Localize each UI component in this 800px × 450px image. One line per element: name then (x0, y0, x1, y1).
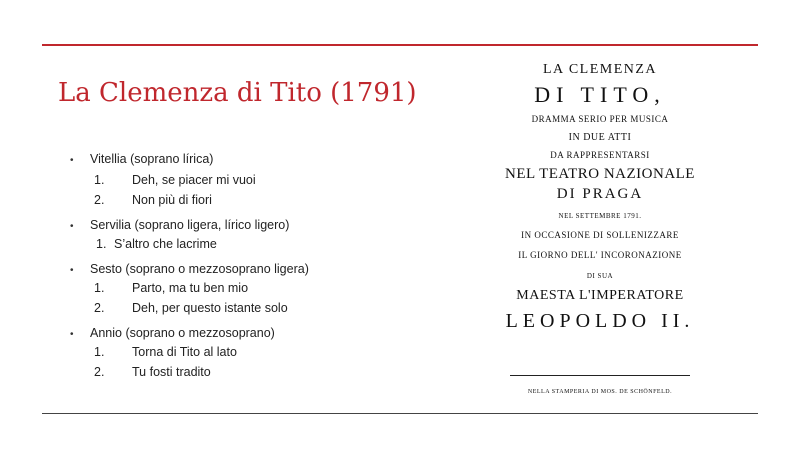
aria-number: 1. (94, 173, 105, 187)
aria-title: Deh, se piacer mi vuoi (132, 173, 256, 187)
aria-item (70, 342, 400, 362)
aria-item (70, 362, 400, 382)
role-name: Servilia (soprano ligera, lírico ligero) (90, 218, 290, 232)
bullet: • (70, 221, 74, 232)
aria-item (70, 298, 400, 318)
tp-line: IN DUE ATTI (568, 132, 632, 143)
bullet: • (70, 265, 74, 276)
aria-title: Torna di Tito al lato (132, 345, 237, 359)
tp-line: NEL TEATRO NAZIONALE (505, 166, 695, 182)
tp-line: NEL SETTEMBRE 1791. (558, 212, 642, 220)
aria-title: Parto, ma tu ben mio (132, 281, 249, 295)
tp-line: DI SUA (586, 272, 614, 280)
tp-line: LA CLEMENZA (542, 62, 658, 77)
tp-line: IN OCCASIONE DI SOLLENIZZARE (521, 230, 679, 240)
bullet: • (70, 155, 74, 166)
tp-line: MAESTA L'IMPERATORE (516, 288, 684, 303)
role-item (70, 218, 400, 254)
tp-line: DI TITO, (534, 82, 666, 107)
aria-title: Non più di fiori (132, 193, 212, 207)
aria-number: 1. (96, 237, 107, 251)
role-name: Annio (soprano o mezzosoprano) (90, 326, 275, 340)
aria-item (70, 190, 400, 210)
aria-title: Tu fosti tradito (132, 365, 211, 379)
bottom-divider (42, 413, 758, 414)
libretto-title-page (486, 52, 714, 407)
role-item (70, 152, 400, 210)
bullet: • (70, 329, 74, 340)
aria-number: 2. (94, 301, 105, 315)
slide-title: La Clemenza di Tito (1791) (58, 78, 417, 108)
aria-title: S’altro che lacrime (114, 237, 217, 251)
tp-line: DA RAPPRESENTARSI (550, 150, 650, 160)
roles-list (70, 152, 400, 390)
tp-line: IL GIORNO DELL' INCORONAZIONE (518, 250, 682, 260)
aria-item (70, 278, 400, 298)
aria-number: 2. (94, 193, 105, 207)
aria-number: 1. (94, 281, 105, 295)
role-item (70, 326, 400, 382)
top-divider (42, 44, 758, 46)
aria-item (70, 170, 400, 190)
tp-imprint: NELLA STAMPERIA DI MOS. DE SCHÖNFELD. (527, 389, 673, 395)
role-name: Sesto (soprano o mezzosoprano ligera) (90, 262, 309, 276)
role-name: Vitellia (soprano lírica) (90, 152, 214, 166)
aria-number: 1. (94, 345, 105, 359)
imprint-rule (510, 375, 690, 376)
role-item (70, 262, 400, 318)
tp-line: DI PRAGA (556, 186, 644, 202)
tp-line: LEOPOLDO II. (505, 310, 695, 332)
tp-line: DRAMMA SERIO PER MUSICA (531, 114, 669, 124)
aria-title: Deh, per questo istante solo (132, 301, 288, 315)
aria-item (70, 234, 400, 254)
aria-number: 2. (94, 365, 105, 379)
